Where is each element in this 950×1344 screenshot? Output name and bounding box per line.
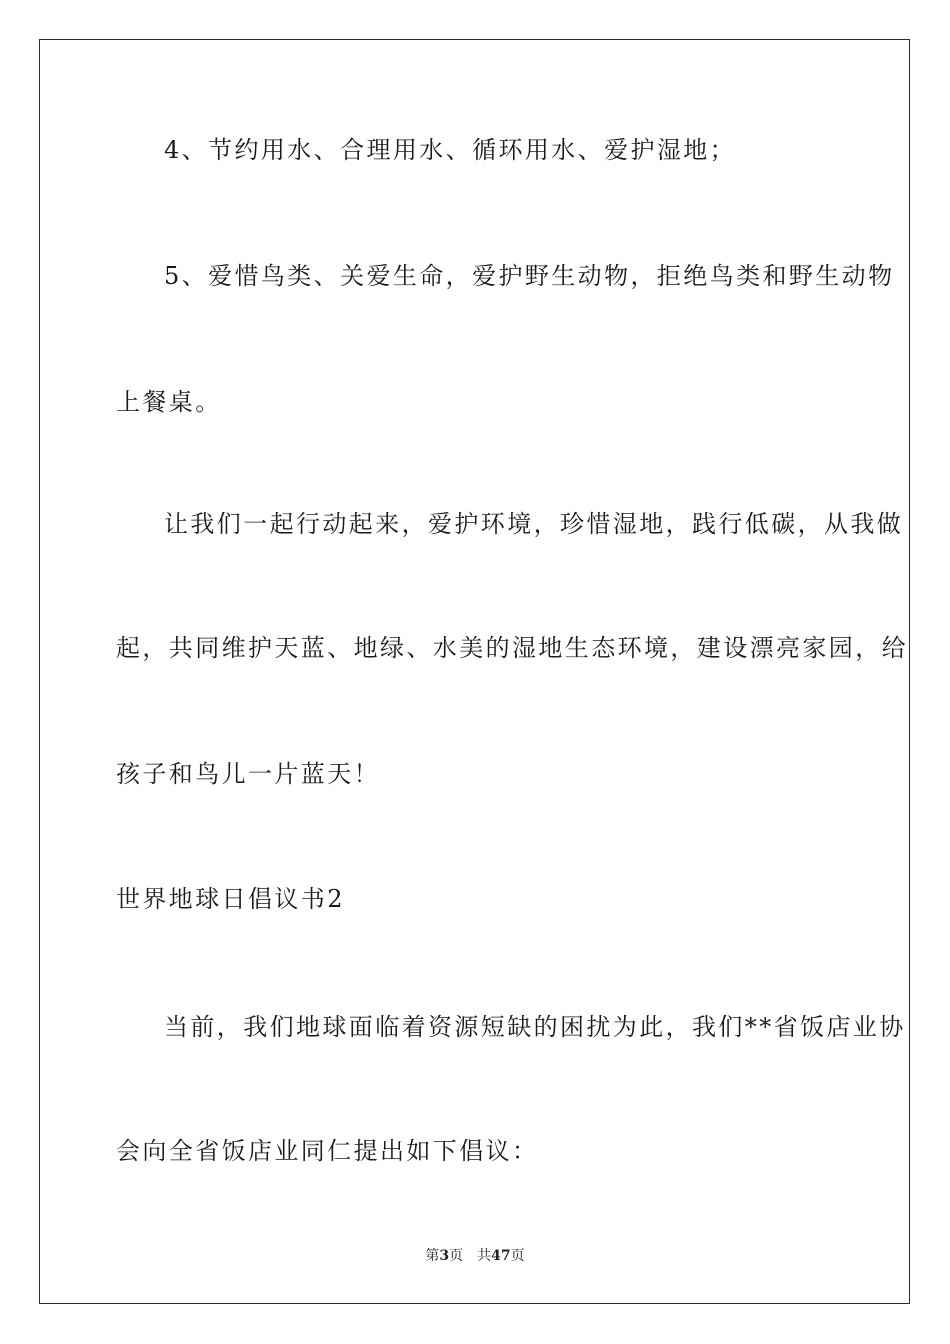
page-footer — [0, 1247, 950, 1265]
page-border — [39, 39, 910, 1304]
total-suffix: 页 — [510, 1248, 525, 1264]
page-number: 3 — [439, 1248, 450, 1264]
total-prefix: 共 — [477, 1248, 492, 1264]
paragraph-line: 让我们一起行动起来，爱护环境，珍惜湿地，践行低碳，从我做 — [164, 510, 904, 538]
total-pages: 47 — [491, 1248, 511, 1264]
list-item-5: 5、爱惜鸟类、关爱生命，爱护野生动物，拒绝鸟类和野生动物 — [164, 262, 895, 290]
paragraph-line: 会向全省饭店业同仁提出如下倡议： — [116, 1137, 539, 1165]
paragraph-line: 起，共同维护天蓝、地绿、水美的湿地生态环境，建设漂亮家园，给 — [116, 634, 908, 662]
paragraph-line: 当前，我们地球面临着资源短缺的困扰为此，我们**省饭店业协 — [164, 1013, 906, 1041]
list-item-5-continued: 上餐桌。 — [116, 388, 222, 416]
list-item-4: 4、节约用水、合理用水、循环用水、爱护湿地； — [164, 136, 737, 164]
section-heading: 世界地球日倡议书2 — [116, 885, 345, 913]
page-suffix: 页 — [449, 1248, 464, 1264]
paragraph-line: 孩子和鸟儿一片蓝天！ — [116, 760, 380, 788]
page-prefix: 第 — [425, 1248, 440, 1264]
